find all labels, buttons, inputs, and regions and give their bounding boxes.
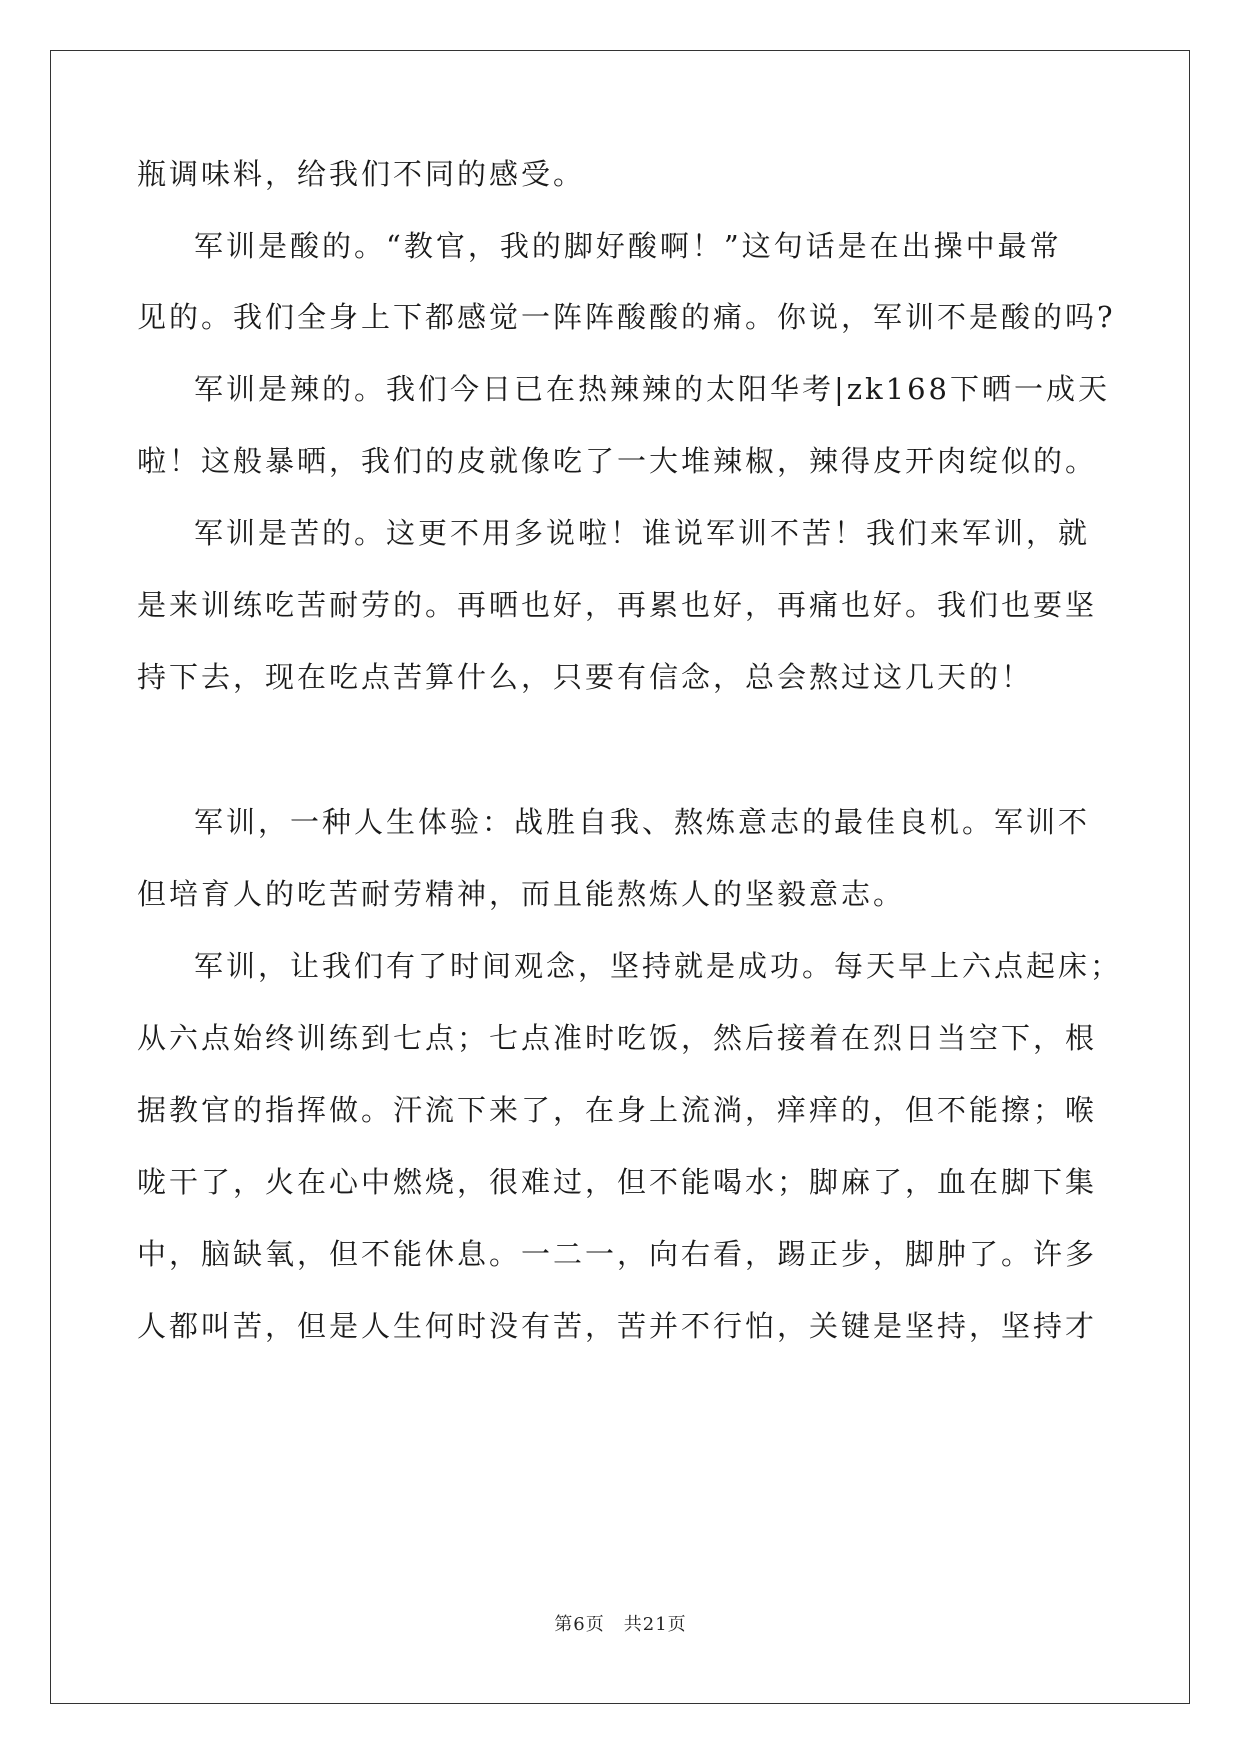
text-line: 据教官的指挥做。汗流下来了，在身上流淌，痒痒的，但不能擦；喉 — [137, 1093, 1098, 1127]
text-line: 见的。我们全身上下都感觉一阵阵酸酸的痛。你说，军训不是酸的吗? — [137, 300, 1116, 334]
text-line: 瓶调味料，给我们不同的感受。 — [137, 157, 586, 191]
text-line: 咙干了，火在心中燃烧，很难过，但不能喝水；脚麻了，血在脚下集 — [137, 1165, 1098, 1199]
text-line: 军训是酸的。“教官，我的脚好酸啊！”这句话是在出操中最常 — [194, 229, 1062, 263]
text-line: 人都叫苦，但是人生何时没有苦，苦并不行怕，关键是坚持，坚持才 — [137, 1309, 1098, 1343]
text-line: 但培育人的吃苦耐劳精神，而且能熬炼人的坚毅意志。 — [137, 877, 906, 911]
text-line: 军训是辣的。我们今日已在热辣辣的太阳华考|zk168下晒一成天 — [194, 372, 1110, 406]
text-line: 从六点始终训练到七点；七点准时吃饭，然后接着在烈日当空下，根 — [137, 1021, 1098, 1055]
text-line: 军训，一种人生体验：战胜自我、熬炼意志的最佳良机。军训不 — [194, 805, 1091, 839]
text-line: 军训是苦的。这更不用多说啦！谁说军训不苦！我们来军训，就 — [194, 516, 1091, 550]
page-number: 第6页 共21页 — [554, 1614, 687, 1635]
text-line: 啦！这般暴晒，我们的皮就像吃了一大堆辣椒，辣得皮开肉绽似的。 — [137, 444, 1098, 478]
text-line: 中，脑缺氧，但不能休息。一二一，向右看，踢正步，脚肿了。许多 — [137, 1237, 1098, 1271]
text-line: 是来训练吃苦耐劳的。再晒也好，再累也好，再痛也好。我们也要坚 — [137, 588, 1098, 622]
text-line: 持下去，现在吃点苦算什么，只要有信念，总会熬过这几天的！ — [137, 660, 1034, 694]
text-line: 军训，让我们有了时间观念，坚持就是成功。每天早上六点起床； — [194, 949, 1123, 983]
